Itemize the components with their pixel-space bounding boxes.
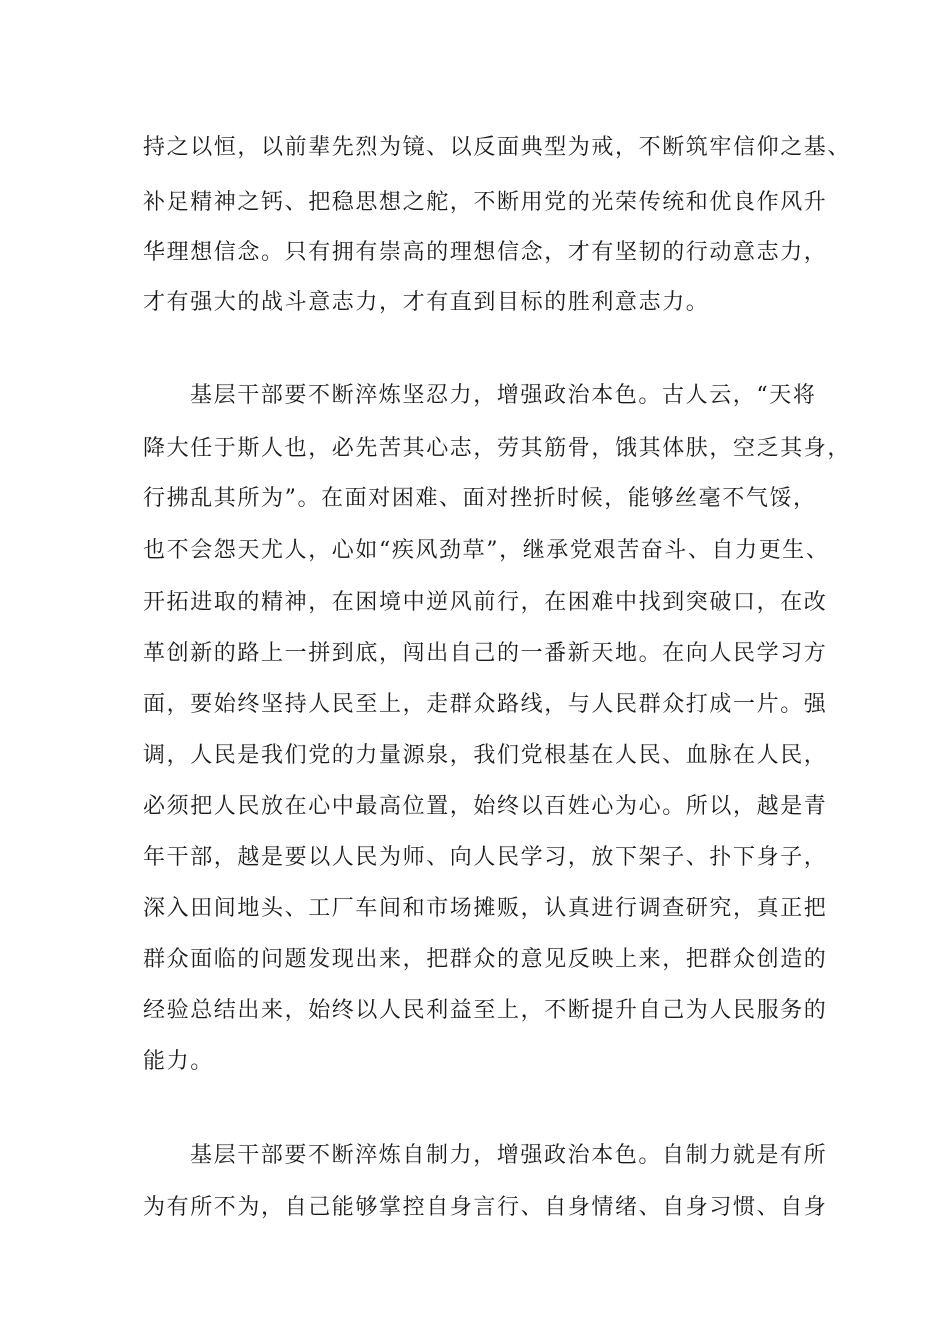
paragraph-1-line-1: 持之以恒，以前辈先烈为镜、以反面典型为戒，不断筑牢信仰之基、 bbox=[143, 135, 852, 160]
paragraph-3-line-1: 基层干部要不断淬炼自制力，增强政治本色。自制力就是有所 bbox=[190, 1143, 828, 1168]
paragraph-2-line-11: 深入田间地头、工厂车间和市场摊贩，认真进行调查研究，真正把 bbox=[143, 896, 828, 921]
paragraph-2-line-7: 面，要始终坚持人民至上，走群众路线，与人民群众打成一片。强 bbox=[143, 692, 828, 717]
paragraph-2-line-13: 经验总结出来，始终以人民利益至上，不断提升自己为人民服务的 bbox=[143, 998, 828, 1023]
paragraph-2-line-10: 年干部，越是要以人民为师、向人民学习，放下架子、扑下身子， bbox=[143, 845, 828, 870]
paragraph-1-line-4: 才有强大的战斗意志力，才有直到目标的胜利意志力。 bbox=[143, 290, 710, 315]
paragraph-2-line-3: 行拂乱其所为”。在面对困难、面对挫折时候，能够丝毫不气馁， bbox=[143, 486, 817, 511]
paragraph-2-line-1: 基层干部要不断淬炼坚忍力，增强政治本色。古人云，“天将 bbox=[190, 383, 817, 408]
paragraph-1-line-3: 华理想信念。只有拥有崇高的理想信念，才有坚韧的行动意志力， bbox=[143, 240, 828, 265]
paragraph-2-line-14: 能力。 bbox=[143, 1049, 214, 1074]
paragraph-2-line-2: 降大任于斯人也，必先苦其心志，劳其筋骨，饿其体肤，空乏其身， bbox=[143, 436, 852, 461]
paragraph-2-line-8: 调，人民是我们党的力量源泉，我们党根基在人民、血脉在人民， bbox=[143, 743, 828, 768]
paragraph-3-line-2: 为有所不为，自己能够掌控自身言行、自身情绪、自身习惯、自身 bbox=[143, 1195, 828, 1220]
paragraph-2-line-4: 也不会怨天尤人，心如“疾风劲草”，继承党艰苦奋斗、自力更生、 bbox=[143, 538, 830, 563]
paragraph-1-line-2: 补足精神之钙、把稳思想之舵，不断用党的光荣传统和优良作风升 bbox=[143, 190, 828, 215]
paragraph-2-line-12: 群众面临的问题发现出来，把群众的意见反映上来，把群众创造的 bbox=[143, 947, 828, 972]
paragraph-2-line-6: 革创新的路上一拼到底，闯出自己的一番新天地。在向人民学习方 bbox=[143, 641, 828, 666]
paragraph-2-line-5: 开拓进取的精神，在困境中逆风前行，在困难中找到突破口，在改 bbox=[143, 590, 828, 615]
paragraph-2-line-9: 必须把人民放在心中最高位置，始终以百姓心为心。所以，越是青 bbox=[143, 794, 828, 819]
